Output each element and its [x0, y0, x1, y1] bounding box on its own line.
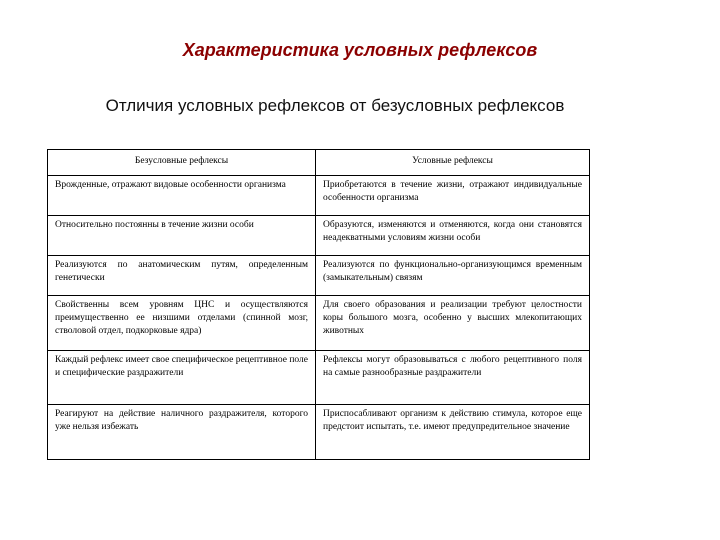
- table-row: [48, 296, 590, 351]
- table-row: [48, 405, 590, 460]
- table-row: [48, 351, 590, 405]
- table-header-row: [48, 150, 590, 176]
- cell-unconditioned: Свойственны всем уровням ЦНС и осуществляются преимущественно ее низшими отделами (спинной мозг, стволовой отдел, подкорковые ядра): [48, 296, 316, 351]
- cell-unconditioned: Врожденные, отражают видовые особенности организма: [48, 176, 316, 216]
- comparison-table: [47, 149, 590, 460]
- cell-unconditioned: Реализуются по анатомическим путям, определенным генетически: [48, 256, 316, 296]
- cell-conditioned: Реализуются по функционально-организующимся временным (замыкательным) связям: [316, 256, 590, 296]
- cell-unconditioned: Относительно постоянны в течение жизни особи: [48, 216, 316, 256]
- cell-conditioned: Образуются, изменяются и отменяются, когда они становятся неадекватными условиям жизни особи: [316, 216, 590, 256]
- slide-subtitle: Отличия условных рефлексов от безусловных рефлексов: [105, 96, 565, 115]
- table-row: [48, 216, 590, 256]
- table-row: [48, 176, 590, 216]
- header-unconditioned-reflexes: Безусловные рефлексы: [48, 150, 316, 176]
- header-conditioned-reflexes: Условные рефлексы: [316, 150, 590, 176]
- slide-title: Характеристика условных рефлексов: [182, 40, 538, 60]
- table-row: [48, 256, 590, 296]
- cell-conditioned: Рефлексы могут образовываться с любого рецептивного поля на самые разнообразные раздражители: [316, 351, 590, 405]
- cell-unconditioned: Каждый рефлекс имеет свое специфическое рецептивное поле и специфические раздражители: [48, 351, 316, 405]
- cell-unconditioned: Реагируют на действие наличного раздражителя, которого уже нельзя избежать: [48, 405, 316, 460]
- cell-conditioned: Для своего образования и реализации требуют целостности коры большого мозга, особенно у высших млекопитающих животных: [316, 296, 590, 351]
- cell-conditioned: Приобретаются в течение жизни, отражают индивидуальные особенности организма: [316, 176, 590, 216]
- cell-conditioned: Приспосабливают организм к действию стимула, которое еще предстоит испытать, т.е. имеют предупредительное значение: [316, 405, 590, 460]
